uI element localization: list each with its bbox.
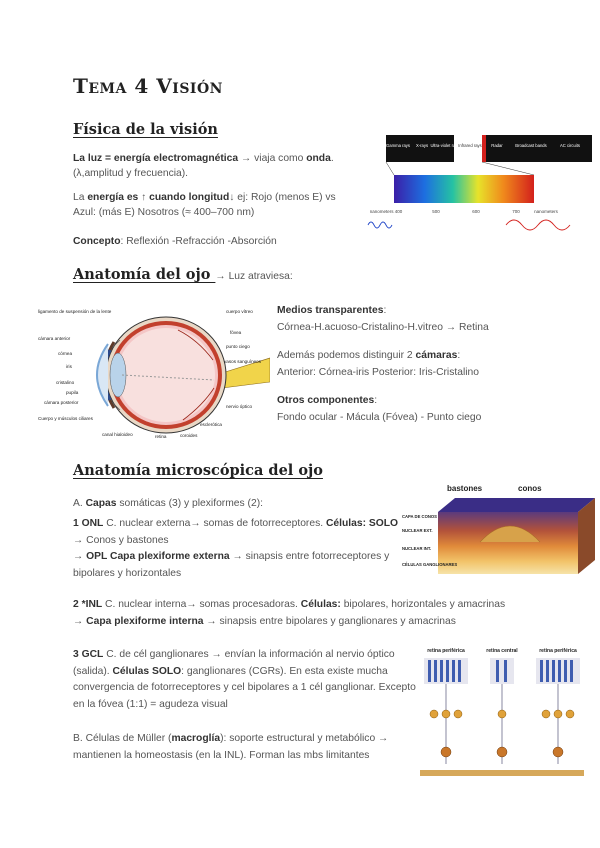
- eye-label: Cuerpo y músculos ciliares: [38, 416, 93, 421]
- eye-label: punto ciego: [226, 344, 250, 349]
- eye-label: canal hialoideo: [102, 432, 133, 437]
- otros-heading: [277, 392, 577, 409]
- onl-block: [73, 516, 403, 582]
- eye-label: vasos sanguíneos: [224, 359, 262, 364]
- luz-text: → viaja como: [238, 153, 307, 164]
- luz-bold: La luz = energía electromagnética: [73, 153, 239, 164]
- eye-label: cuerpo vítreo: [226, 309, 253, 314]
- eye-label: retina: [155, 434, 167, 439]
- luz-line2: (λ,amplitud y frecuencia).: [73, 168, 189, 179]
- rod: [428, 660, 431, 682]
- fisica-paragraph-energia: [73, 190, 373, 220]
- eye-label: córnea: [58, 351, 73, 356]
- camaras-line: Anterior: Córnea-iris Posterior: Iris-Cristalino: [277, 367, 479, 378]
- medios-heading: [277, 302, 577, 319]
- muller-bold: macroglía: [171, 733, 221, 744]
- ganglion-base: [420, 770, 584, 776]
- page-title: Tema 4 Visión: [73, 74, 223, 98]
- otros-colon: :: [374, 395, 378, 406]
- rod: [546, 660, 549, 682]
- gcl-line2-bold: Células SOLO: [112, 665, 182, 677]
- gcl-bold: 3 GCL: [73, 649, 104, 660]
- muller-line2: mantienen la homeostasis (en la INL). Forman las mbs limitantes: [73, 749, 370, 761]
- muller-a: B. Células de Müller (: [73, 733, 172, 744]
- vitreous-body: [117, 328, 215, 422]
- ipl-rest: → sinapsis entre bipolares y ganglionares y amacrinas: [203, 615, 456, 627]
- spectrum-image: [366, 133, 592, 233]
- layer-label: NUCLEAR EXT.: [402, 528, 433, 533]
- band-label: X-rays: [415, 143, 429, 148]
- ipl-arrow: →: [73, 615, 87, 627]
- ganglion-cell: [497, 747, 507, 757]
- medios-text: Córnea-H.acuoso-Cristalino-H.vitreo → Retina: [277, 322, 489, 333]
- opl-bold: OPL Capa plexiforme externa: [86, 551, 230, 562]
- capas-rest: somáticas (3) y plexiformes (2):: [116, 498, 263, 509]
- otros-bold: Otros componentes: [277, 395, 375, 406]
- rod: [558, 660, 561, 682]
- layer-label: NUCLEAR INT.: [402, 546, 432, 551]
- wave-label: 500: [432, 209, 440, 214]
- wave-label: nanometers: [534, 209, 558, 214]
- camaras-heading: [277, 347, 577, 364]
- rod: [452, 660, 455, 682]
- opl-arrow: →: [73, 551, 87, 562]
- visible-spectrum: [394, 175, 534, 203]
- anatomia-heading-row: [73, 266, 293, 284]
- rod: [458, 660, 461, 682]
- capas-bold: Capas: [85, 498, 117, 509]
- concepto-rest: : Reflexión -Refracción -Absorción: [120, 236, 277, 247]
- medios-bold: Medios transparentes: [277, 305, 384, 316]
- wave-label: 700: [512, 209, 520, 214]
- rod: [570, 660, 573, 682]
- rod: [434, 660, 437, 682]
- gcl-rest: C. de cél ganglionares → envían la información al nervio óptico: [103, 649, 395, 660]
- wave-label: nanometers 400: [369, 209, 403, 214]
- ipl-bold: Capa plexiforme interna: [86, 615, 204, 627]
- camaras-bold: cámaras: [415, 350, 458, 361]
- inl-rest: C. nuclear interna→ somas procesadoras.: [102, 599, 301, 610]
- longitud-bold: cuando longitud: [149, 192, 230, 203]
- onda-bold: onda: [306, 153, 331, 164]
- band-label: Infrared rays: [458, 143, 482, 148]
- gcl-line2-a: (salida).: [73, 665, 113, 677]
- gcl-line3: convergencia de fotorreceptores y cel bipolares a 1 cél ganglionar. Excepto: [73, 682, 416, 693]
- rod: [446, 660, 449, 682]
- conos-label: conos: [518, 484, 542, 493]
- retina-circuits-image: [420, 644, 590, 780]
- medios-colon: :: [383, 305, 387, 316]
- eye-label: cristalino: [56, 380, 75, 385]
- visible-red-edge: [482, 135, 486, 162]
- opl-rest: → sinapsis entre fotorreceptores y: [229, 551, 390, 562]
- camaras-colon: :: [457, 350, 461, 361]
- visible-gap: [454, 135, 482, 162]
- band-label: Ultra-violet rays: [430, 143, 460, 148]
- muller-rest: ): soporte estructural y metabólico →: [220, 733, 389, 744]
- camaras-text: Además podemos distinguir 2: [277, 350, 416, 361]
- luz-end: .: [330, 153, 334, 164]
- bipolar-cell: [430, 710, 438, 718]
- retina-label: retina periférica: [539, 648, 577, 654]
- onl-bold: 1 ONL: [73, 518, 104, 529]
- concepto-bold: Concepto: [73, 236, 121, 247]
- muller-block: [73, 731, 403, 764]
- bipolar-cell: [442, 710, 450, 718]
- inl-block: [73, 597, 533, 630]
- eye-label: cámara posterior: [44, 400, 79, 405]
- ganglion-cell: [441, 747, 451, 757]
- onl-celulas: Células: SOLO: [325, 518, 399, 529]
- eye-label: coroides: [180, 433, 198, 438]
- layer-label: CAPA DE CONOS: [402, 514, 437, 519]
- energia-mid: ↑: [138, 192, 150, 203]
- bipolar-cell: [554, 710, 562, 718]
- onl-line2: → Conos y bastones: [73, 534, 169, 546]
- bipolar-cell: [566, 710, 574, 718]
- inl-bold: 2 *INL: [73, 599, 103, 610]
- section-heading-anatomia: Anatomía del ojo: [73, 266, 216, 283]
- cone: [496, 660, 499, 682]
- eye-label: iris: [66, 364, 72, 369]
- cone: [504, 660, 507, 682]
- eye-label: ligamento de suspensión de la lente: [38, 309, 112, 314]
- bipolar-cell: [454, 710, 462, 718]
- gcl-line4: en la fóvea (1:1) = agudeza visual: [73, 698, 228, 710]
- band-label: Radar: [491, 143, 503, 148]
- gcl-block: [73, 647, 418, 713]
- eye-anatomy-image: [38, 300, 270, 442]
- inl-celulas: Células:: [300, 599, 341, 610]
- retina-label: retina periférica: [427, 648, 465, 654]
- section-heading-micro: Anatomía microscópica del ojo: [73, 462, 323, 479]
- capas-a: A.: [73, 498, 86, 509]
- cornea: [97, 344, 108, 406]
- inl-celulas-rest: bipolares, horizontales y amacrinas: [340, 599, 506, 610]
- otros-line: Fondo ocular - Mácula (Fóvea) - Punto ciego: [277, 412, 482, 423]
- zoom-line-right: [482, 162, 534, 175]
- long-wave-icon: [506, 220, 570, 230]
- retina-label: retina central: [486, 648, 518, 654]
- band-label: AC circuits: [559, 143, 581, 148]
- bipolar-cell: [498, 710, 506, 718]
- rod: [552, 660, 555, 682]
- capas-heading: [73, 496, 393, 511]
- wave-label: 600: [472, 209, 480, 214]
- bipolar-cell: [542, 710, 550, 718]
- section-heading-fisica: Física de la visión: [73, 121, 218, 138]
- fisica-paragraph-concepto: [73, 234, 373, 249]
- spectrum-band-bar: [386, 135, 592, 162]
- onl-rest: C. nuclear externa→ somas de fotorreceptores.: [103, 518, 326, 529]
- rod: [540, 660, 543, 682]
- short-wave-icon: [368, 222, 392, 228]
- anatomia-subtext: → Luz atraviesa:: [215, 271, 293, 282]
- layers-top-face: [438, 498, 595, 512]
- energia-line2: Azul: (más E) Nosotros (≈ 400–700 nm): [73, 207, 255, 218]
- energia-rest: ↓ ej: Rojo (menos E) vs: [229, 192, 336, 203]
- opl-line2: bipolares y horizontales: [73, 567, 182, 579]
- fisica-paragraph-luz: [73, 151, 373, 181]
- gcl-line2-rest: : ganglionares (CGRs). En esta existe mucha: [181, 665, 388, 677]
- layers-front-face: [438, 512, 578, 574]
- bastones-label: bastones: [447, 484, 483, 493]
- energia-a: La: [73, 192, 88, 203]
- layer-label: CÉLULAS GANGLIONARES: [402, 562, 458, 567]
- zoom-line-left: [386, 162, 394, 175]
- cone-panel-center: [490, 658, 514, 684]
- eye-label: pupila: [66, 390, 79, 395]
- anatomia-text-block: [277, 302, 577, 426]
- rod: [440, 660, 443, 682]
- rod: [564, 660, 567, 682]
- eye-label: nervio óptico: [226, 404, 253, 409]
- retina-layers-image: [400, 480, 600, 580]
- band-label: Gamma rays: [386, 143, 410, 148]
- ganglion-cell: [553, 747, 563, 757]
- eye-label: esclerótica: [200, 422, 222, 427]
- eye-label: cámara anterior: [38, 336, 71, 341]
- energia-bold: energía es: [87, 192, 139, 203]
- band-label: Broadcast bands: [515, 143, 547, 148]
- eye-label: fóvea: [230, 330, 242, 335]
